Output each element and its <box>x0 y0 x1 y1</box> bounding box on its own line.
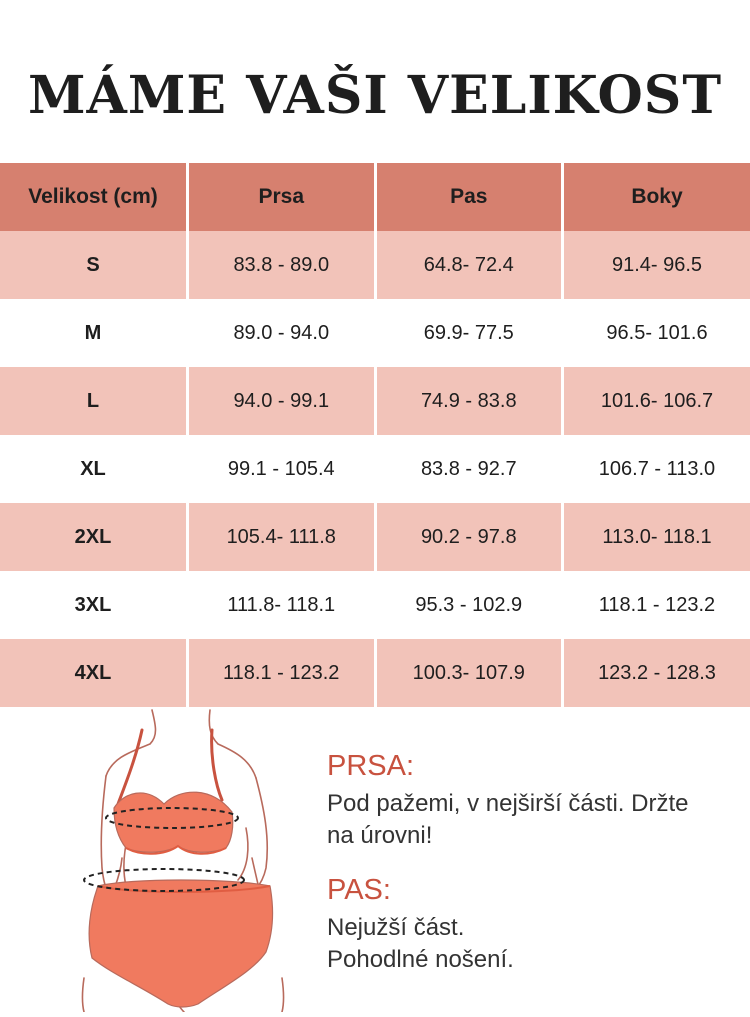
hips-cell: 113.0- 118.1 <box>563 503 750 571</box>
waist-note-line: Pohodlné nošení. <box>327 946 514 973</box>
measurement-notes <box>327 748 737 976</box>
chest-cell: 111.8- 118.1 <box>188 571 376 639</box>
chest-cell: 89.0 - 94.0 <box>188 299 376 367</box>
size-cell: XL <box>0 435 188 503</box>
size-cell: 3XL <box>0 571 188 639</box>
table-row <box>0 231 750 299</box>
hips-cell: 91.4- 96.5 <box>563 231 750 299</box>
size-cell: S <box>0 231 188 299</box>
table-row <box>0 299 750 367</box>
size-chart-table <box>0 160 750 707</box>
header-size: Velikost (cm) <box>0 162 188 232</box>
table-row <box>0 503 750 571</box>
chest-cell: 94.0 - 99.1 <box>188 367 376 435</box>
waist-note-heading: PAS: <box>327 872 737 908</box>
size-cell: 2XL <box>0 503 188 571</box>
size-cell: M <box>0 299 188 367</box>
table-row <box>0 435 750 503</box>
chest-cell: 118.1 - 123.2 <box>188 639 376 707</box>
header-waist: Pas <box>375 162 563 232</box>
hips-cell: 106.7 - 113.0 <box>563 435 750 503</box>
hips-cell: 118.1 - 123.2 <box>563 571 750 639</box>
size-cell: L <box>0 367 188 435</box>
header-hips: Boky <box>563 162 750 232</box>
waist-note-line: Nejužší část. <box>327 914 464 941</box>
hips-cell: 101.6- 106.7 <box>563 367 750 435</box>
hips-cell: 123.2 - 128.3 <box>563 639 750 707</box>
chest-cell: 83.8 - 89.0 <box>188 231 376 299</box>
waist-cell: 100.3- 107.9 <box>375 639 563 707</box>
chest-note-line: Pod pažemi, v nejširší části. Držte <box>327 790 688 817</box>
table-row <box>0 571 750 639</box>
chest-note-text <box>327 788 737 852</box>
chest-note-line: na úrovni! <box>327 822 432 849</box>
waist-cell: 95.3 - 102.9 <box>375 571 563 639</box>
waist-cell: 69.9- 77.5 <box>375 299 563 367</box>
chest-note-heading: PRSA: <box>327 748 737 784</box>
header-chest: Prsa <box>188 162 376 232</box>
body-measurement-illustration <box>60 708 310 1012</box>
waist-cell: 90.2 - 97.8 <box>375 503 563 571</box>
waist-cell: 74.9 - 83.8 <box>375 367 563 435</box>
table-header-row <box>0 162 750 232</box>
table-row <box>0 367 750 435</box>
hips-cell: 96.5- 101.6 <box>563 299 750 367</box>
waist-note-text <box>327 912 737 976</box>
chest-cell: 99.1 - 105.4 <box>188 435 376 503</box>
page-title: MÁME VAŠI VELIKOST <box>0 58 750 134</box>
waist-cell: 64.8- 72.4 <box>375 231 563 299</box>
waist-note <box>327 872 737 976</box>
chest-cell: 105.4- 111.8 <box>188 503 376 571</box>
size-cell: 4XL <box>0 639 188 707</box>
waist-cell: 83.8 - 92.7 <box>375 435 563 503</box>
chest-note <box>327 748 737 852</box>
table-row <box>0 639 750 707</box>
